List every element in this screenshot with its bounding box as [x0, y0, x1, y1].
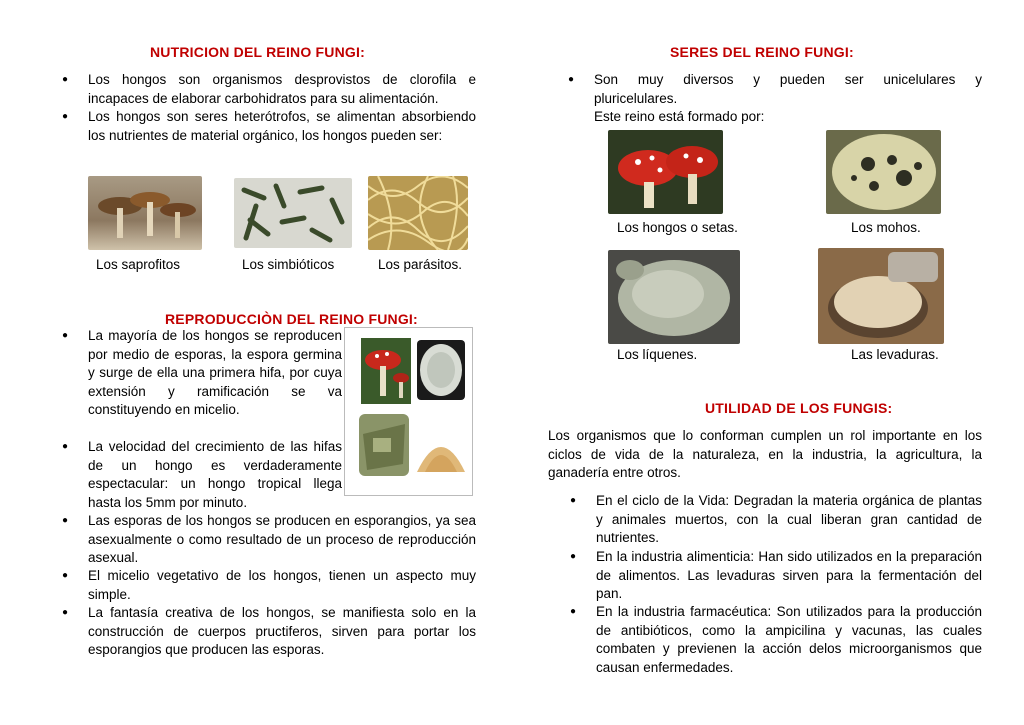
- caption-setas: Los hongos o setas.: [617, 220, 738, 235]
- bullet-text: Las esporas de los hongos se producen en esporangios, ya sea asexualmente o como resultado de un proceso de reproducción asexual.: [88, 513, 476, 565]
- lichen-image: [417, 340, 465, 400]
- bullet-icon: ●: [62, 111, 69, 122]
- nutricion-title: NUTRICION DEL REINO FUNGI:: [150, 44, 365, 60]
- bullet-text: La mayoría de los hongos se reproducen por medio de esporas, la espora germina y surge de ella una primera hifa, por cuya extensión y ramificación se va constituyendo en micelio.: [88, 328, 342, 417]
- liquenes-image: [608, 250, 740, 344]
- seres-title: SERES DEL REINO FUNGI:: [670, 44, 854, 60]
- caption-liquenes: Los líquenes.: [617, 347, 698, 362]
- saprofitos-image: [88, 176, 202, 250]
- bullet-text: En la industria farmacéutica: Son utilizados para la producción de antibióticos, como la ampicilina y vacunas, las cuales combaten y previenen la acción delos microorganismos que causan enfermedades.: [596, 604, 982, 675]
- bullet-text: Los hongos son organismos desprovistos de clorofila e incapaces de elaborar carbohidratos para su alimentación.: [88, 72, 476, 106]
- utilidad-intro: Los organismos que lo conforman cumplen un rol importante en los ciclos de vida de la naturaleza, en la industria, la agricultura, la ganadería entre otros.: [548, 428, 982, 480]
- bullet-text: En el ciclo de la Vida: Degradan la materia orgánica de plantas y animales muertos, con la cual liberan gran cantidad de nutrientes.: [596, 493, 982, 545]
- spore-stone-image: [359, 414, 409, 476]
- bullet-icon: ●: [62, 330, 69, 341]
- bullet-icon: ●: [62, 570, 69, 581]
- setas-image: [608, 130, 723, 214]
- reproduccion-image-grid: [344, 327, 473, 496]
- bullet-icon: ●: [570, 551, 577, 562]
- bullet-text: La fantasía creativa de los hongos, se manifiesta solo en la construcción de cuerpos pructiferos, sirven para portar los esporangios que producen las esporas.: [88, 605, 476, 657]
- mushroom-image: [361, 338, 411, 404]
- bullet-icon: ●: [568, 74, 575, 85]
- bullet-text: Los hongos son seres heterótrofos, se alimentan absorbiendo los nutrientes de material orgánico, los hongos pueden ser:: [88, 109, 476, 143]
- bullet-icon: ●: [570, 606, 577, 617]
- bullet-icon: ●: [62, 515, 69, 526]
- reproduccion-title: REPRODUCCIÒN DEL REINO FUNGI:: [165, 311, 418, 327]
- caption-levaduras: Las levaduras.: [851, 347, 939, 362]
- bullet-text: [88, 438, 342, 512]
- mohos-image: [826, 130, 941, 214]
- yeast-powder-image: [415, 422, 467, 476]
- bullet-text: Son muy diversos y pueden ser unicelulares y pluricelulares.: [594, 72, 982, 106]
- bullet-text-content: La velocidad del crecimiento de las hifas de un hongo es verdaderamente espectacular: un hongo tropical llega hasta los 5mm por minuto.: [88, 439, 342, 510]
- bullet-text: El micelio vegetativo de los hongos, tienen un aspecto muy simple.: [88, 568, 476, 602]
- utilidad-title: UTILIDAD DE LOS FUNGIS:: [705, 400, 893, 416]
- bullet-icon: ●: [62, 441, 69, 452]
- caption-parasitos: Los parásitos.: [378, 257, 463, 272]
- levaduras-image: [818, 248, 944, 344]
- seres-subline: Este reino está formado por:: [594, 109, 765, 124]
- bullet-icon: ●: [62, 607, 69, 618]
- caption-simbioticos: Los simbióticos: [242, 257, 335, 272]
- simbioticos-image: [234, 178, 352, 248]
- bullet-text: En la industria alimenticia: Han sido utilizados en la preparación de alimentos. Las levaduras sirven para la fermentación del pan.: [596, 549, 982, 601]
- caption-mohos: Los mohos.: [851, 220, 921, 235]
- bullet-icon: ●: [570, 495, 577, 506]
- bullet-icon: ●: [62, 74, 69, 85]
- parasitos-image: [368, 176, 468, 250]
- caption-saprofitos: Los saprofitos: [96, 257, 181, 272]
